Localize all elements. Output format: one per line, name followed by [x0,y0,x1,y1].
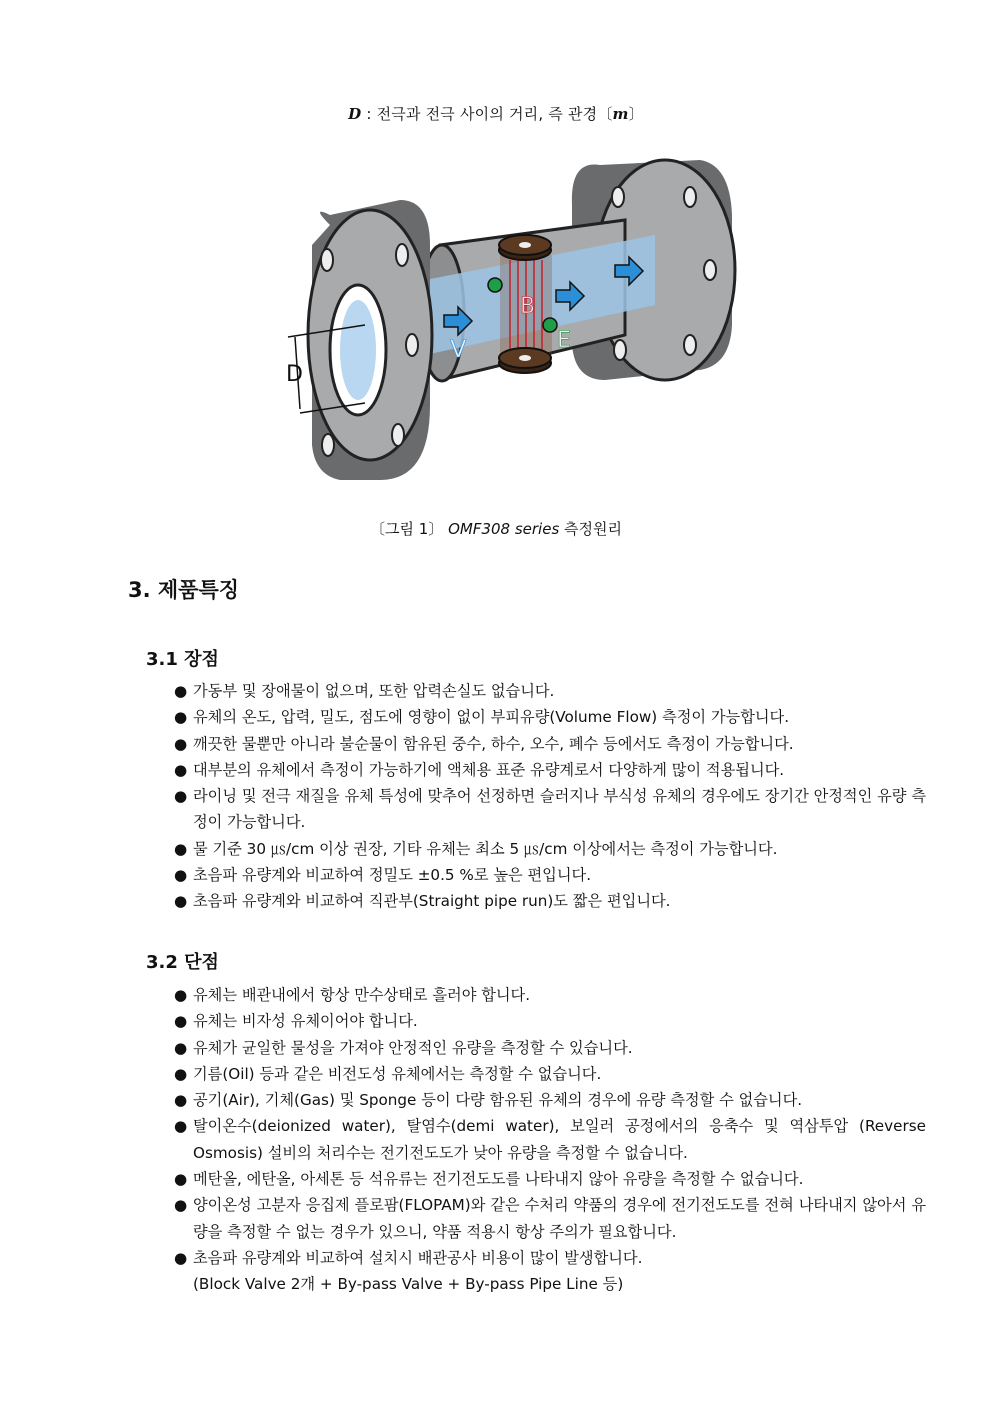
bolt-hole [396,244,408,266]
list-item [174,1192,926,1245]
list-item [174,888,926,914]
bullet-icon: ● [174,1091,188,1110]
list-item [174,1245,926,1298]
list-item-text: 깨끗한 물뿐만 아니라 불순물이 함유된 중수, 하수, 오수, 폐수 등에서도 측정이 가능합니다. [193,734,794,753]
bullet-icon: ● [174,1170,188,1189]
list-item [174,757,926,783]
label-b: B [520,294,536,319]
list-item [174,731,926,757]
bullet-icon: ● [174,760,188,779]
list-item [174,862,926,888]
bullet-icon: ● [174,866,188,885]
list-item-text: 유체는 배관내에서 항상 만수상태로 흘러야 합니다. [193,986,531,1004]
definition-line [0,103,992,124]
list-item [174,1008,926,1034]
list-item [174,1061,926,1087]
list-item [174,704,926,730]
definition-symbol: D [348,105,362,123]
electrode [488,278,502,292]
list-item-text: (Block Valve 2개 + By-pass Valve + By-pass Pipe Line 등) [193,1275,624,1294]
list-item-text: 기름(Oil) 등과 같은 비전도성 유체에서는 측정할 수 없습니다. [193,1064,602,1083]
list-item-text: 초음파 유량계와 비교하여 정밀도 ±0.5 %로 높은 편입니다. [193,866,592,885]
bolt-hole [684,335,696,355]
label-e: E [557,328,571,353]
bullet-icon: ● [174,1064,188,1083]
caption-prefix: 〔그림 1〕 [369,520,444,538]
definition-close: 〕 [628,105,644,123]
list-item [174,836,926,862]
upper-coil-hole [519,242,531,248]
list-item-text: 물 기준 30 ㎲/cm 이상 권장, 기타 유체는 최소 5 ㎲/cm 이상에서는 측정이 가능합니다. [193,839,778,858]
bullet-icon: ● [174,787,188,806]
bolt-hole [392,424,404,446]
bullet-icon: ● [174,986,188,1004]
bullet-icon: ● [174,1117,188,1136]
list-item-text: 가동부 및 장애물이 없으며, 또한 압력손실도 없습니다. [193,682,555,700]
list-item-text: 메탄올, 에탄올, 아세톤 등 석유류는 전기전도도를 나타내지 않아 유량을 측정할 수 없습니다. [193,1170,804,1189]
advantages-title: 3.1 장점 [146,649,219,670]
bullet-icon: ● [174,708,188,727]
bullet-icon: ● [174,892,188,911]
list-item-text: 공기(Air), 기체(Gas) 및 Sponge 등이 다량 함유된 유체의 경우에 유량 측정할 수 없습니다. [193,1091,803,1110]
list-item-text: 유체의 온도, 압력, 밀도, 점도에 영향이 없이 부피유량(Volume Flow) 측정이 가능합니다. [193,708,790,727]
bullet-icon: ● [174,734,188,753]
electrode [543,318,557,332]
list-item [174,678,926,704]
list-item [174,783,926,836]
bullet-icon: ● [174,682,188,700]
list-item [174,1035,926,1061]
bullet-icon: ● [174,1038,188,1057]
flowmeter-diagram [270,145,750,495]
list-item [174,1113,926,1166]
bullet-icon: ● [174,839,188,858]
flowmeter-illustration [270,145,750,495]
bullet-icon: ● [174,1196,188,1215]
figure-caption [0,518,992,539]
pipe-interior [340,300,376,400]
advantages-list [174,678,926,915]
list-item [174,1166,926,1192]
list-item-text: 유체는 비자성 유체이어야 합니다. [193,1012,418,1031]
label-d: D [286,362,303,387]
list-item-text: 초음파 유량계와 비교하여 설치시 배관공사 비용이 많이 발생합니다. [193,1248,643,1267]
list-item [174,982,926,1008]
disadvantages-title: 3.2 단점 [146,952,219,973]
bolt-hole [321,249,333,271]
bolt-hole [614,340,626,360]
list-item-text: 라이닝 및 전극 재질을 유체 특성에 맞추어 선정하면 슬러지나 부식성 유체의 경우에도 장기간 안정적인 유량 측정이 가능합니다. [193,787,926,832]
bolt-hole [406,334,418,356]
list-item-text: 초음파 유량계와 비교하여 직관부(Straight pipe run)도 짧은 편입니다. [193,892,671,911]
disadvantages-list [174,982,926,1298]
list-item-text: 탈이온수(deionized water), 탈염수(demi water), 보일러 공정에서의 응축수 및 역삼투압 (Reverse Osmosis) 설비의 처리수는 전기전도도가 낮아 유량을 측정할 수 없습니다. [193,1117,926,1162]
list-item [174,1087,926,1113]
section-title: 3. 제품특징 [128,578,240,602]
definition-unit: m [612,105,629,123]
lower-coil-hole [519,355,531,361]
list-item-text: 양이온성 고분자 응집제 플로팜(FLOPAM)와 같은 수처리 약품의 경우에 전기전도도를 전혀 나타내지 않아서 유량을 측정할 수 없는 경우가 있으니, 약품 적용시 항상 주의가 필요합니다. [193,1196,926,1241]
caption-model: OMF308 series [448,520,560,538]
bolt-hole [322,434,334,456]
list-item-text: 유체가 균일한 물성을 가져야 안정적인 유량을 측정할 수 있습니다. [193,1038,633,1057]
label-v: V [450,335,467,363]
definition-text: : 전극과 전극 사이의 거리, 즉 관경〔 [361,105,613,123]
bolt-hole [612,187,624,207]
bolt-hole [684,187,696,207]
caption-suffix: 측정원리 [564,520,623,538]
bullet-icon: ● [174,1012,188,1031]
bolt-hole [704,260,716,280]
list-item-text: 대부분의 유체에서 측정이 가능하기에 액체용 표준 유량계로서 다양하게 많이 적용됩니다. [193,760,785,779]
bullet-icon: ● [174,1248,188,1267]
